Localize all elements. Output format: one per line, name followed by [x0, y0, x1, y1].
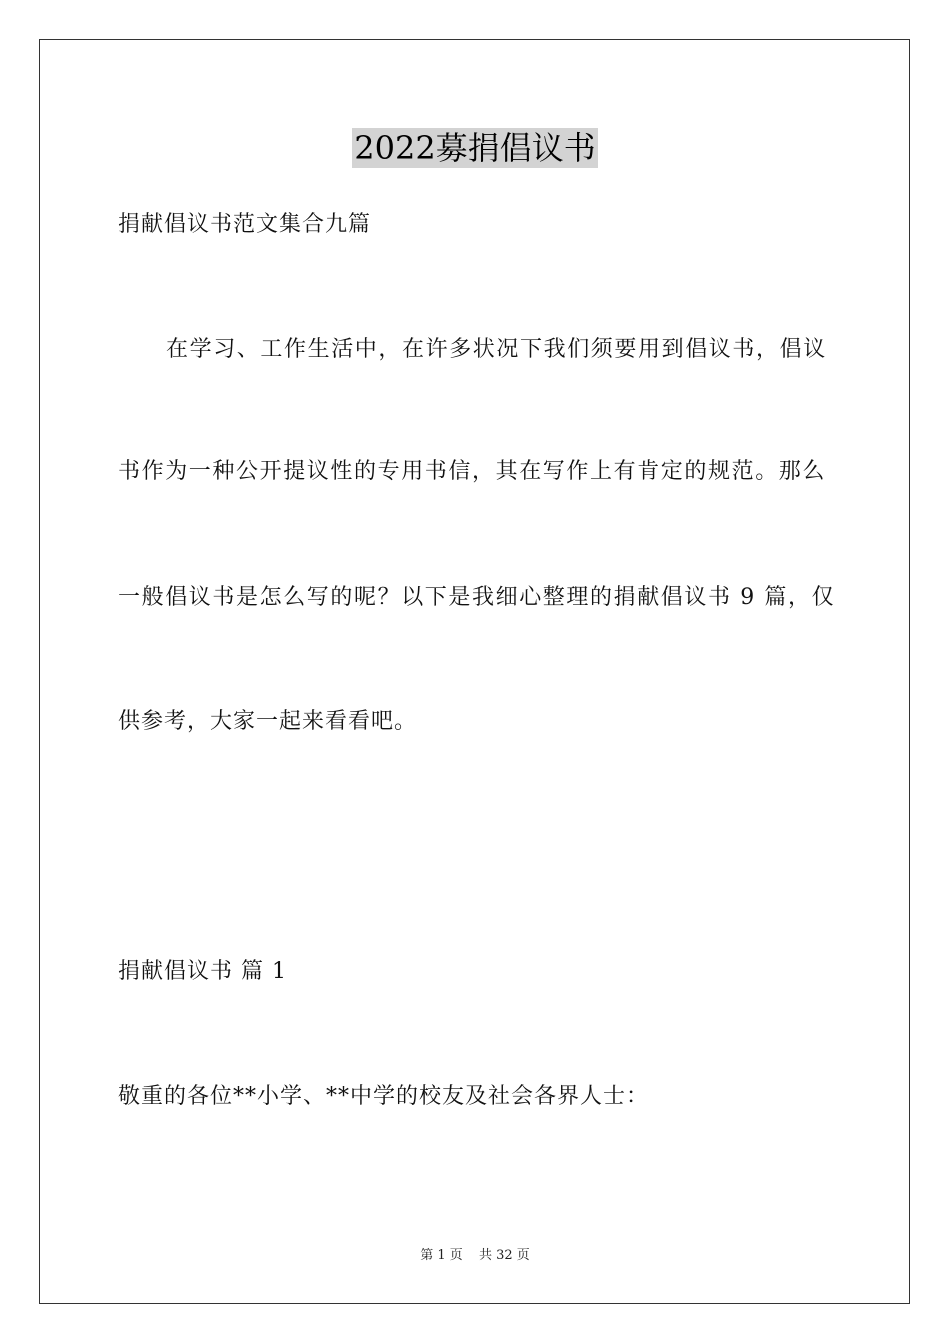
paragraph-line-1: 在学习、工作生活中，在许多状况下我们须要用到倡议书，倡议: [166, 337, 827, 362]
document-title: 2022募捐倡议书: [354, 129, 596, 167]
section-heading: 捐献倡议书 篇 1: [118, 959, 287, 984]
page-total: 共 32 页: [478, 1248, 530, 1263]
salutation: 敬重的各位**小学、**中学的校友及社会各界人士：: [118, 1084, 650, 1109]
paragraph-line-3: 一般倡议书是怎么写的呢？以下是我细心整理的捐献倡议书 9 篇，仅: [118, 585, 836, 610]
page-footer: [0, 1247, 950, 1265]
paragraph-line-2: 书作为一种公开提议性的专用书信，其在写作上有肯定的规范。那么: [118, 459, 827, 484]
paragraph-line-4: 供参考，大家一起来看看吧。: [118, 709, 418, 734]
title-container: [0, 128, 950, 168]
page-number: 第 1 页: [420, 1248, 463, 1263]
document-subtitle: 捐献倡议书范文集合九篇: [118, 212, 372, 237]
